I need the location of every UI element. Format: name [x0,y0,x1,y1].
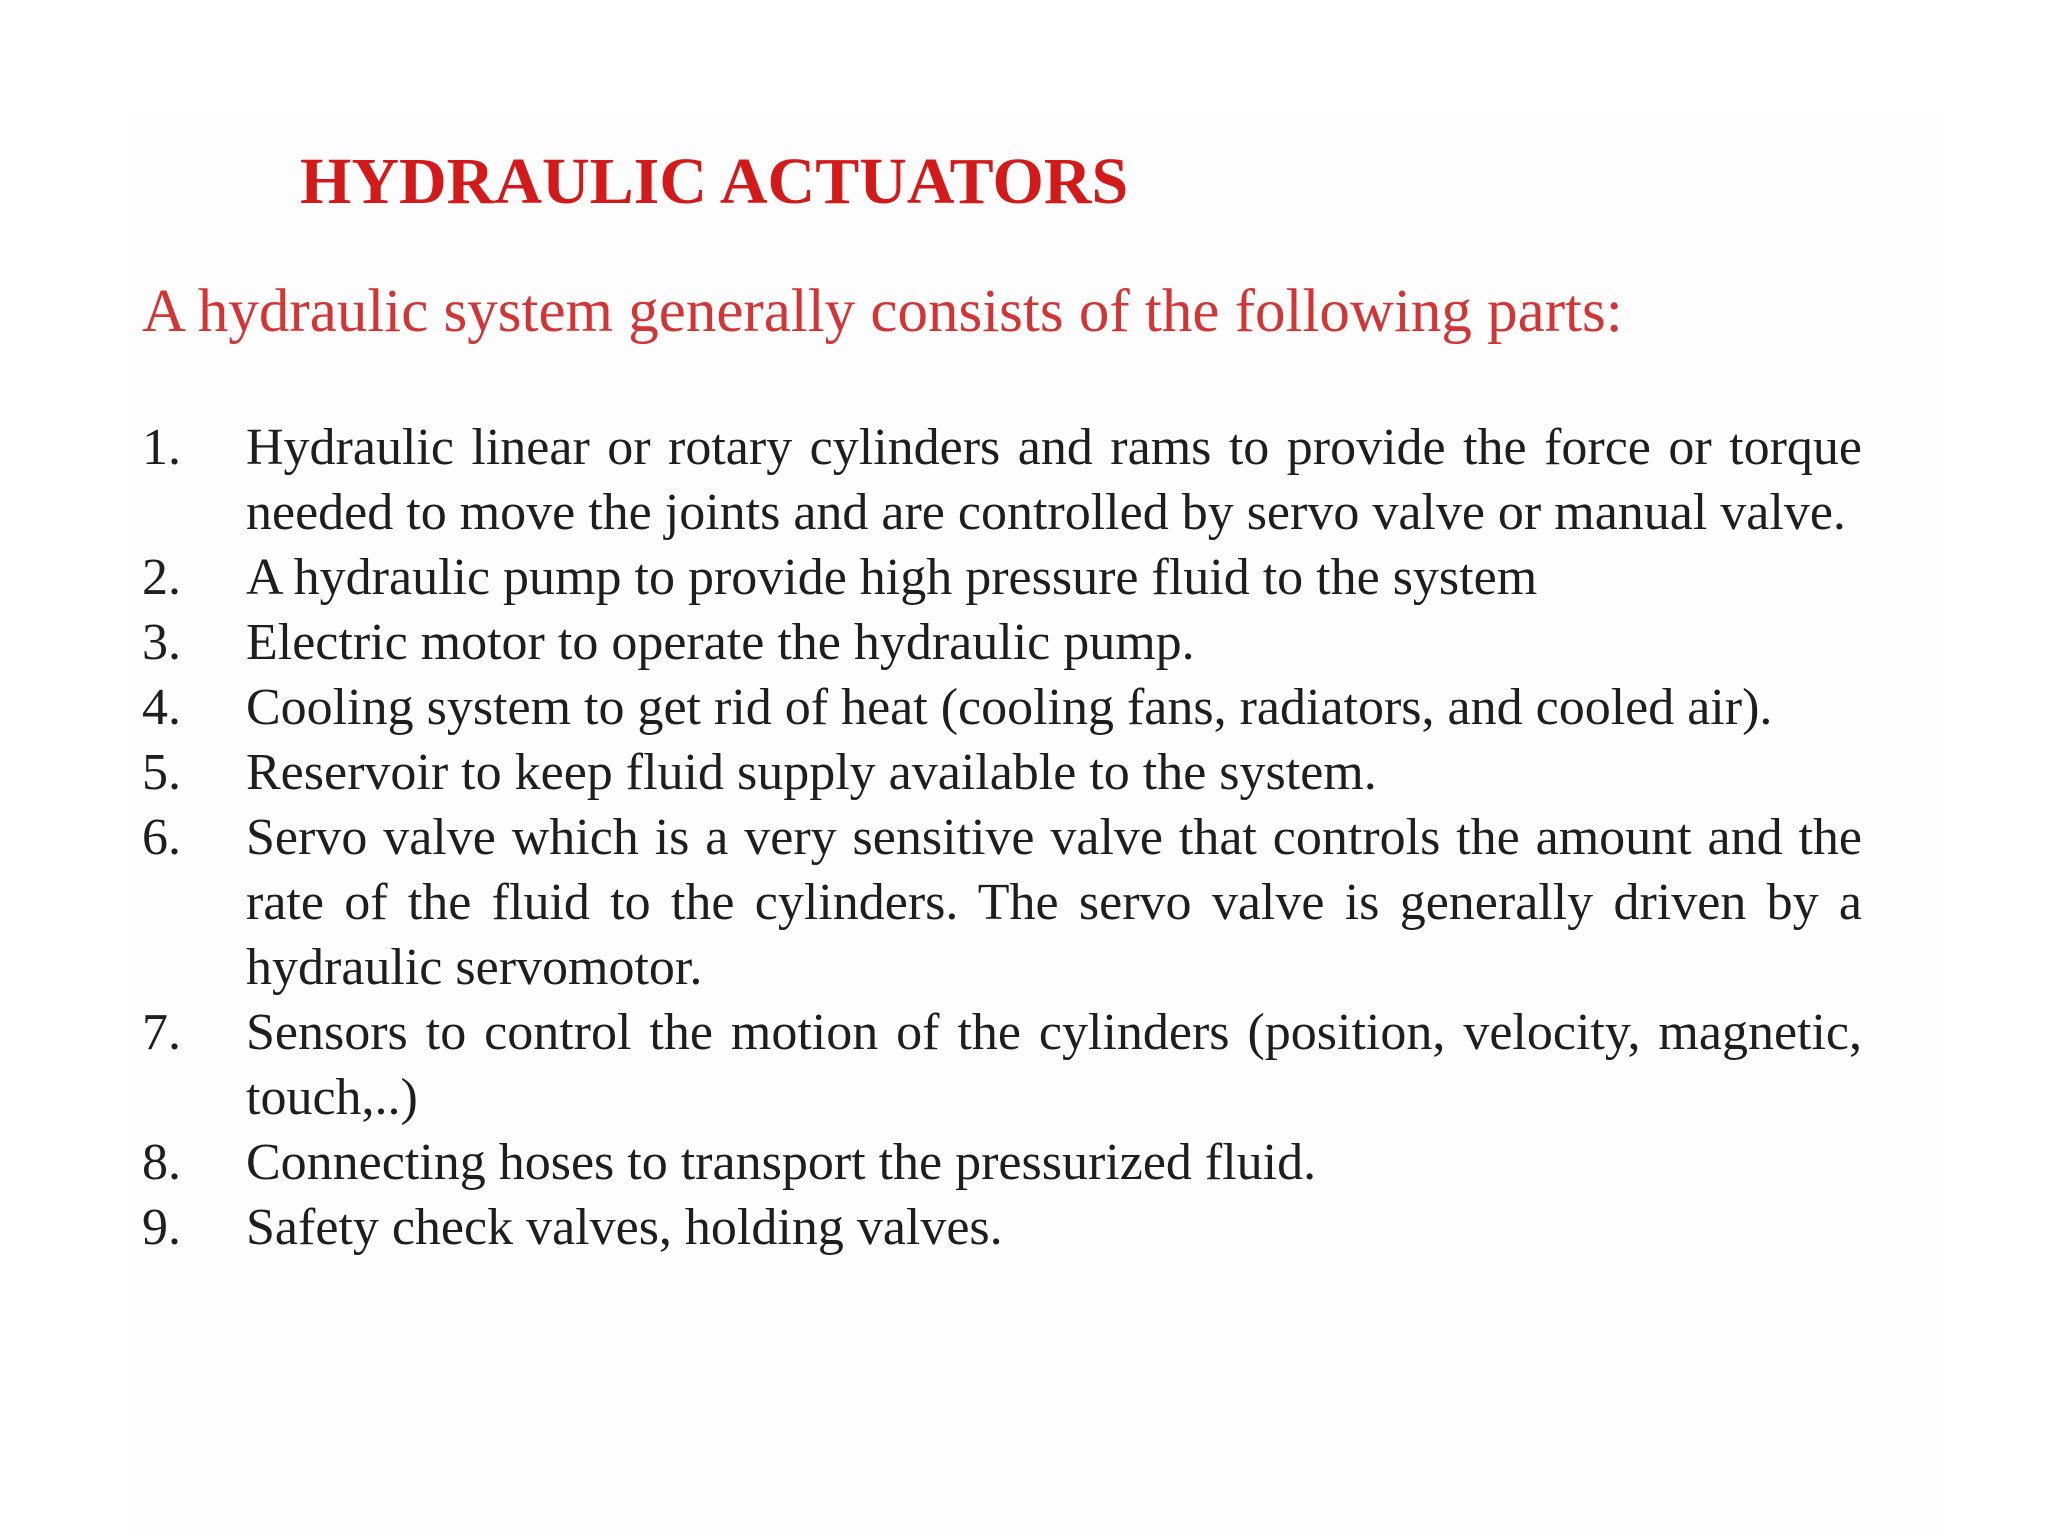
list-item-number: 7. [142,1004,181,1061]
list-item [142,545,1862,610]
list-item-text: Hydraulic linear or rotary cylinders and rams to provide the force or torque needed to move the joints and are controlled by servo valve or manual valve. [246,419,1862,541]
list-item-text: Electric motor to operate the hydraulic pump. [246,614,1195,671]
parts-list [142,415,1862,1260]
page-title: HYDRAULIC ACTUATORS [300,145,1129,218]
list-item-number: 2. [142,549,181,606]
list-item-text: Connecting hoses to transport the pressurized fluid. [246,1134,1317,1191]
list-item-text: Cooling system to get rid of heat (cooling fans, radiators, and cooled air). [246,679,1773,736]
list-item-number: 1. [142,419,181,476]
list-item-text: A hydraulic pump to provide high pressure fluid to the system [246,549,1538,606]
list-item-number: 4. [142,679,181,736]
list-item [142,740,1862,805]
list-item [142,675,1862,740]
list-item-number: 9. [142,1199,181,1256]
list-item-text: Reservoir to keep fluid supply available to the system. [246,744,1377,801]
subtitle: A hydraulic system generally consists of the following parts: [142,278,1623,345]
list-item [142,610,1862,675]
list-item-number: 8. [142,1134,181,1191]
list-item [142,1130,1862,1195]
list-item-text: Servo valve which is a very sensitive valve that controls the amount and the rate of the fluid to the cylinders. The servo valve is generally driven by a hydraulic servomotor. [246,809,1862,996]
list-item [142,805,1862,1000]
list-item [142,1000,1862,1130]
list-item-text: Safety check valves, holding valves. [246,1199,1003,1256]
list-item [142,415,1862,545]
list-item-text: Sensors to control the motion of the cylinders (position, velocity, magnetic, touch,..) [246,1004,1862,1126]
list-item-number: 3. [142,614,181,671]
list-item-number: 6. [142,809,181,866]
list-item-number: 5. [142,744,181,801]
list-item [142,1195,1862,1260]
